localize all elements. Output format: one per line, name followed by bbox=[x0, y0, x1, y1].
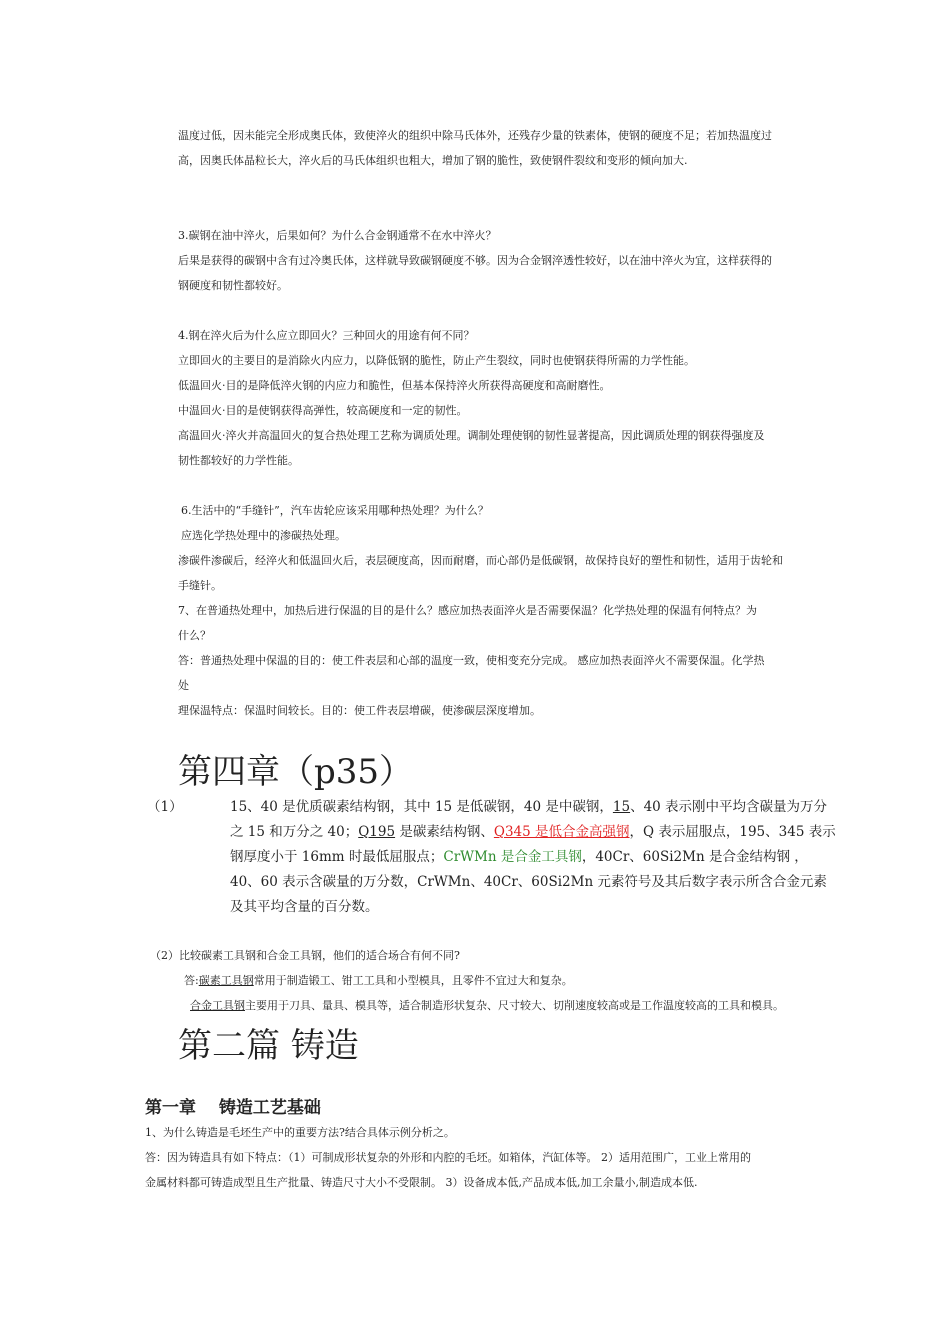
question-1: 1、为什么铸造是毛坯生产中的重要方法?结合具体示例分析之。 bbox=[145, 1126, 455, 1139]
underlined-term: Q195 bbox=[358, 824, 396, 840]
answer-line: 低温回火·目的是降低淬火钢的内应力和脆性，但基本保持淬火所获得高硬度和高耐磨性。 bbox=[178, 379, 611, 392]
paragraph-line: 高，因奥氏体晶粒长大，淬火后的马氏体组织也粗大，增加了钢的脆性，致使钢件裂纹和变形的倾向加大. bbox=[178, 154, 688, 167]
question-7: 什么？ bbox=[178, 629, 211, 642]
answer-line: 后果是获得的碳钢中含有过冷奥氏体，这样就导致碳钢硬度不够。因为合金钢淬透性较好，以在油中淬火为宜，这样获得的 bbox=[178, 254, 772, 267]
text-run: 答: bbox=[184, 974, 199, 987]
text-run: ，40Cr、60Si2Mn 是合金结构钢 ， bbox=[581, 849, 808, 865]
text-run: 常用于制造锻工、钳工工具和小型模具，且零件不宜过大和复杂。 bbox=[253, 974, 573, 987]
answer-line: 钢硬度和韧性都较好。 bbox=[178, 279, 288, 292]
paragraph-line bbox=[230, 847, 808, 867]
answer-line: 韧性都较好的力学性能。 bbox=[178, 454, 299, 467]
answer-line: 处 bbox=[178, 679, 189, 692]
item-number: （1） bbox=[147, 799, 183, 815]
answer-line: 答：普通热处理中保温的目的：使工件表层和心部的温度一致，使相变充分完成。 感应加热表面淬火不需要保温。化学热 bbox=[178, 654, 765, 667]
text-run: 主要用于刀具、量具、模具等，适合制造形状复杂、尺寸较大、切削速度较高或是工作温度较高的工具和模具。 bbox=[245, 999, 784, 1012]
question-2: （2）比较碳素工具钢和合金工具钢，他们的适合场合有何不同? bbox=[150, 949, 460, 962]
underlined-term: 碳素工具钢 bbox=[198, 974, 254, 987]
paragraph-line: 40、60 表示含碳量的万分数，CrWMn、40Cr、60Si2Mn 元素符号及其后数字表示所含合金元素 bbox=[230, 874, 827, 890]
underlined-term: 15 bbox=[612, 799, 631, 815]
answer-line: 金属材料都可铸造成型且生产批量、铸造尺寸大小不受限制。 3）设备成本低,产品成本低,加工余量小,制造成本低. bbox=[145, 1176, 698, 1189]
chapter-heading: 第一章 铸造工艺基础 bbox=[145, 1098, 321, 1118]
chapter-title: 第四章（p35） bbox=[178, 752, 414, 792]
answer-line: 答：因为铸造具有如下特点：（1）可制成形状复杂的外形和内腔的毛坯。如箱体，汽缸体等。 2）适用范围广，工业上常用的 bbox=[145, 1151, 751, 1164]
text-run: 15、40 是优质碳素结构钢，其中 15 是低碳钢，40 是中碳钢， bbox=[230, 799, 613, 815]
paragraph-line: 温度过低，因未能完全形成奥氏体，致使淬火的组织中除马氏体外，还残存少量的铁素体，使钢的硬度不足；若加热温度过 bbox=[178, 129, 772, 142]
answer-line: 立即回火的主要目的是消除火内应力，以降低钢的脆性，防止产生裂纹，同时也使钢获得所需的力学性能。 bbox=[178, 354, 695, 367]
text-run: 是碳素结构钢、 bbox=[395, 824, 494, 840]
highlighted-term: CrWMn 是合金工具钢 bbox=[443, 849, 582, 865]
underlined-term: 合金工具钢 bbox=[190, 999, 245, 1012]
answer-line: 手缝针。 bbox=[178, 579, 222, 592]
answer-line: 理保温特点：保温时间较长。目的：使工件表层增碳，使渗碳层深度增加。 bbox=[178, 704, 541, 717]
answer-line bbox=[184, 973, 573, 989]
text-run: 之 15 和万分之 40； bbox=[230, 824, 359, 840]
question-6: 6.生活中的“手缝针”，汽车齿轮应该采用哪种热处理？为什么？ bbox=[181, 504, 489, 517]
answer-line: 应选化学热处理中的渗碳热处理。 bbox=[181, 529, 346, 542]
paragraph-line bbox=[230, 797, 827, 817]
answer-line: 中温回火·目的是使钢获得高弹性，较高硬度和一定的韧性。 bbox=[178, 404, 468, 417]
question-7: 7、在普通热处理中，加热后进行保温的目的是什么？感应加热表面淬火是否需要保温？化学热处理的保温有何特点？为 bbox=[178, 604, 757, 617]
answer-line: 渗碳件渗碳后，经淬火和低温回火后，表层硬度高，因而耐磨，而心部仍是低碳钢，故保持良好的塑性和韧性，适用于齿轮和 bbox=[178, 554, 783, 567]
text-run: ，Q 表示屈服点，195、345 表示 bbox=[629, 824, 836, 840]
question-3: 3.碳钢在油中淬火，后果如何？为什么合金钢通常不在水中淬火？ bbox=[178, 229, 497, 242]
answer-line: 高温回火·淬火并高温回火的复合热处理工艺称为调质处理。调制处理使钢的韧性显著提高，因此调质处理的钢获得强度及 bbox=[178, 429, 765, 442]
text-run: 、40 表示刚中平均含碳量为万分 bbox=[630, 799, 828, 815]
text-run: 钢厚度小于 16mm 时最低屈服点； bbox=[230, 849, 444, 865]
answer-line bbox=[190, 998, 784, 1014]
part-title: 第二篇 铸造 bbox=[178, 1026, 359, 1066]
paragraph-line: 及其平均含量的百分数。 bbox=[230, 899, 379, 915]
paragraph-line bbox=[230, 822, 836, 842]
highlighted-term: Q345 是低合金高强钢 bbox=[493, 824, 630, 840]
question-4: 4.钢在淬火后为什么应立即回火？三种回火的用途有何不同？ bbox=[178, 329, 475, 342]
